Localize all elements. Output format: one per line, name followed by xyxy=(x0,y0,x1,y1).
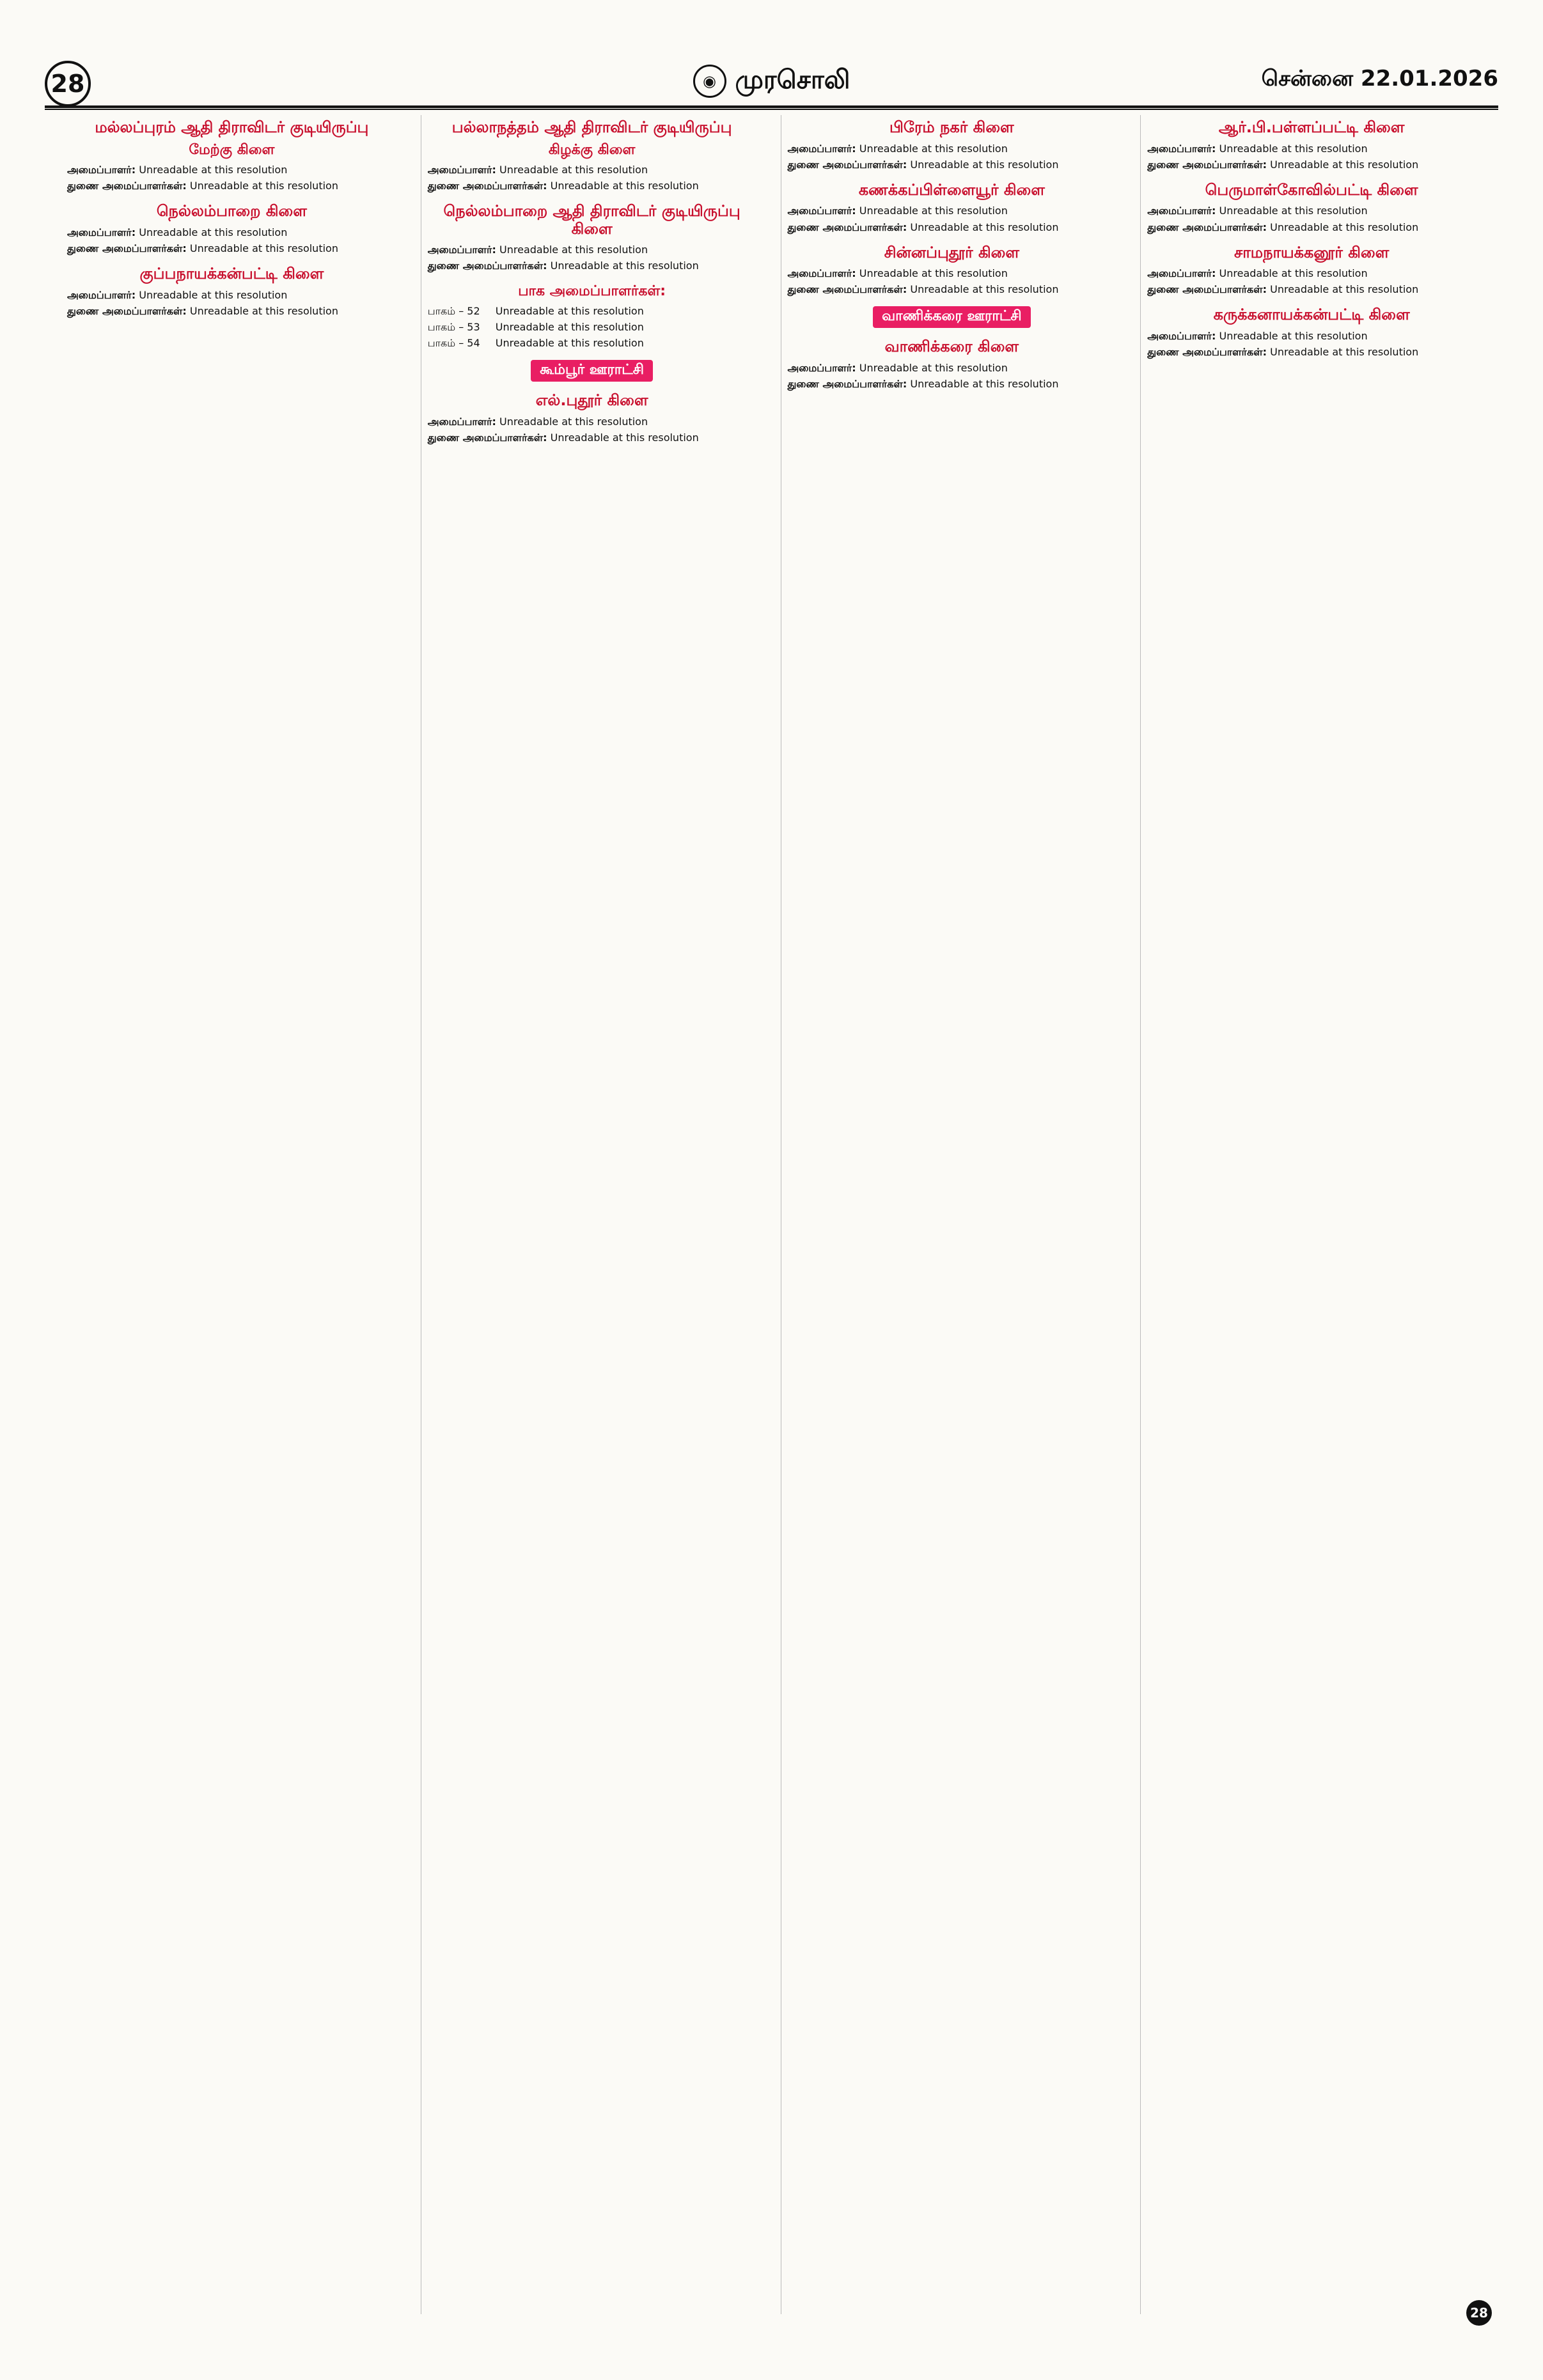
entry-label: அமைப்பாளர்: xyxy=(1147,267,1216,280)
part-entry: Unreadable at this resolution xyxy=(495,337,644,350)
section xyxy=(428,119,756,192)
section-heading: குப்பநாயக்கன்பட்டி கிளை xyxy=(139,264,324,283)
masthead-rule xyxy=(45,109,1498,110)
entry-text: Unreadable at this resolution xyxy=(1270,283,1419,296)
section xyxy=(788,306,1116,328)
section-heading: சின்னப்புதூர் கிளை xyxy=(884,243,1020,261)
entry-text: Unreadable at this resolution xyxy=(859,362,1008,375)
column-2 xyxy=(421,115,763,2314)
section xyxy=(67,265,396,318)
part-table xyxy=(428,283,756,350)
section-heading: சாமநாயக்கனூர் கிளை xyxy=(1234,243,1390,261)
entry-text: Unreadable at this resolution xyxy=(189,180,338,192)
entry-text: Unreadable at this resolution xyxy=(1270,158,1419,171)
section-heading: நெல்லம்பாறை கிளை xyxy=(156,202,307,221)
section-entry xyxy=(788,267,1116,280)
entry-text: Unreadable at this resolution xyxy=(189,242,338,254)
publication-logo xyxy=(693,65,850,98)
entry-text: Unreadable at this resolution xyxy=(1219,330,1368,343)
footer-page-number: 28 xyxy=(1466,2300,1492,2326)
section-entry xyxy=(67,242,396,255)
entry-label: துணை அமைப்பாளர்கள்: xyxy=(1147,346,1267,359)
section-entry xyxy=(1147,221,1476,234)
section-heading: பிரேம் நகர் கிளை xyxy=(889,118,1014,136)
city-label: சென்னை xyxy=(1261,66,1354,91)
section-heading: மல்லப்புரம் ஆதி திராவிடர் குடியிருப்பு xyxy=(95,118,369,136)
entry-label: துணை அமைப்பாளர்கள்: xyxy=(427,260,547,272)
column-3 xyxy=(781,115,1123,2314)
date-label: 22.01.2026 xyxy=(1360,66,1498,91)
section-entry xyxy=(788,221,1116,234)
part-entry: Unreadable at this resolution xyxy=(495,320,644,333)
entry-text: Unreadable at this resolution xyxy=(499,244,648,256)
entry-text: Unreadable at this resolution xyxy=(139,288,288,301)
section-entry xyxy=(788,377,1116,391)
section-pill-wrap xyxy=(428,360,756,382)
section-entry xyxy=(428,163,756,176)
publication-title: முரசொலி xyxy=(735,65,850,95)
entry-text: Unreadable at this resolution xyxy=(910,158,1059,171)
section-entry xyxy=(788,361,1116,375)
part-table-row xyxy=(428,336,756,350)
entry-text: Unreadable at this resolution xyxy=(499,415,648,428)
entry-text: Unreadable at this resolution xyxy=(1219,205,1368,217)
section-pill-wrap xyxy=(788,306,1116,328)
section-entry xyxy=(1147,283,1476,296)
entry-text: Unreadable at this resolution xyxy=(1270,346,1419,359)
logo-mark-icon: ◉ xyxy=(693,65,726,98)
entry-label: துணை அமைப்பாளர்கள்: xyxy=(787,221,907,233)
entry-label: அமைப்பாளர்: xyxy=(67,226,136,238)
section-entry xyxy=(428,243,756,256)
section xyxy=(1147,119,1476,171)
entry-label: துணை அமைப்பாளர்கள்: xyxy=(787,158,907,171)
entry-label: துணை அமைப்பாளர்கள்: xyxy=(1147,283,1267,296)
masthead xyxy=(45,61,1498,108)
section-entry xyxy=(428,259,756,272)
entry-label: துணை அமைப்பாளர்கள்: xyxy=(427,431,547,444)
section xyxy=(788,244,1116,297)
entry-label: அமைப்பாளர்: xyxy=(67,163,136,176)
entry-label: துணை அமைப்பாளர்கள்: xyxy=(1147,158,1267,171)
entry-text: Unreadable at this resolution xyxy=(859,142,1008,155)
section-entry xyxy=(788,142,1116,155)
entry-label: துணை அமைப்பாளர்கள்: xyxy=(787,283,907,296)
entry-text: Unreadable at this resolution xyxy=(550,260,699,272)
section-heading: நெல்லம்பாறை ஆதி திராவிடர் குடியிருப்பு கிளை xyxy=(443,202,740,238)
entry-label: துணை அமைப்பாளர்கள்: xyxy=(67,180,187,192)
section xyxy=(428,360,756,382)
entry-label: அமைப்பாளர்: xyxy=(427,163,496,176)
entry-label: அமைப்பாளர்: xyxy=(427,415,496,428)
entry-text: Unreadable at this resolution xyxy=(910,221,1059,233)
section-entry xyxy=(67,304,396,318)
section-pill: கூம்பூர் ஊராட்சி xyxy=(531,360,653,382)
part-table-row xyxy=(428,304,756,318)
section-entry xyxy=(1147,267,1476,280)
entry-label: அமைப்பாளர்: xyxy=(787,267,856,280)
entry-label: துணை அமைப்பாளர்கள்: xyxy=(67,304,187,317)
section xyxy=(67,203,396,255)
section-heading: வாணிக்கரை கிளை xyxy=(884,338,1019,356)
entry-label: துணை அமைப்பாளர்கள்: xyxy=(67,242,187,254)
entry-text: Unreadable at this resolution xyxy=(139,163,288,176)
section-entry xyxy=(428,179,756,192)
entry-text: Unreadable at this resolution xyxy=(859,205,1008,217)
section xyxy=(788,182,1116,234)
entry-label: அமைப்பாளர்: xyxy=(1147,330,1216,343)
entry-text: Unreadable at this resolution xyxy=(550,431,699,444)
section-heading: ஆர்.பி.பள்ளப்பட்டி கிளை xyxy=(1218,118,1405,136)
section-entry xyxy=(788,283,1116,296)
entry-label: துணை அமைப்பாளர்கள்: xyxy=(427,180,547,192)
section-heading: கணக்கப்பிள்ளையூர் கிளை xyxy=(858,180,1045,199)
part-number: பாகம் – 53 xyxy=(427,320,480,333)
section-entry xyxy=(1147,158,1476,171)
part-table-row xyxy=(428,320,756,334)
entry-text: Unreadable at this resolution xyxy=(1219,267,1368,280)
entry-text: Unreadable at this resolution xyxy=(550,180,699,192)
part-table-title: பாக அமைப்பாளர்கள்: xyxy=(518,283,666,299)
section xyxy=(788,119,1116,171)
section-entry xyxy=(1147,329,1476,343)
entry-text: Unreadable at this resolution xyxy=(1270,221,1419,233)
entry-text: Unreadable at this resolution xyxy=(910,378,1059,391)
masthead-meta xyxy=(1262,66,1498,94)
section-entry xyxy=(1147,142,1476,155)
entry-text: Unreadable at this resolution xyxy=(189,304,338,317)
section-heading: பல்லாநத்தம் ஆதி திராவிடர் குடியிருப்பு xyxy=(451,118,732,136)
column-4 xyxy=(1140,115,1482,2314)
section-heading: கருக்கனாயக்கன்பட்டி கிளை xyxy=(1213,306,1410,324)
section xyxy=(1147,182,1476,234)
section-subheading: மேற்கு கிளை xyxy=(189,141,275,158)
part-number: பாகம் – 54 xyxy=(427,337,480,350)
section-entry xyxy=(788,204,1116,217)
section xyxy=(788,338,1116,391)
section xyxy=(1147,244,1476,297)
section-entry xyxy=(1147,345,1476,359)
section-entry xyxy=(67,226,396,239)
entry-label: அமைப்பாளர்: xyxy=(787,205,856,217)
section xyxy=(1147,306,1476,359)
section xyxy=(428,392,756,444)
part-number: பாகம் – 52 xyxy=(427,304,480,317)
entry-label: அமைப்பாளர்: xyxy=(1147,205,1216,217)
section xyxy=(428,283,756,350)
entry-label: அமைப்பாளர்: xyxy=(67,288,136,301)
entry-text: Unreadable at this resolution xyxy=(499,163,648,176)
entry-label: துணை அமைப்பாளர்கள்: xyxy=(787,378,907,391)
column-1 xyxy=(61,115,403,2314)
entry-label: அமைப்பாளர்: xyxy=(427,244,496,256)
section-pill: வாணிக்கரை ஊராட்சி xyxy=(873,306,1031,328)
section-heading: பெருமாள்கோவில்பட்டி கிளை xyxy=(1205,180,1418,199)
section-subheading: கிழக்கு கிளை xyxy=(548,141,636,158)
section-entry xyxy=(428,431,756,444)
entry-label: துணை அமைப்பாளர்கள்: xyxy=(1147,221,1267,233)
entry-text: Unreadable at this resolution xyxy=(139,226,288,238)
section-entry xyxy=(428,415,756,428)
section xyxy=(428,203,756,272)
entry-text: Unreadable at this resolution xyxy=(1219,142,1368,155)
section-entry xyxy=(788,158,1116,171)
page-number-badge: 28 xyxy=(45,61,91,107)
section-entry xyxy=(1147,204,1476,217)
entry-text: Unreadable at this resolution xyxy=(910,283,1059,296)
entry-label: அமைப்பாளர்: xyxy=(787,142,856,155)
section-entry xyxy=(67,288,396,302)
entry-label: அமைப்பாளர்: xyxy=(787,362,856,375)
section-heading: எல்.புதூர் கிளை xyxy=(535,391,648,410)
entry-label: அமைப்பாளர்: xyxy=(1147,142,1216,155)
section-entry xyxy=(67,163,396,176)
section-entry xyxy=(67,179,396,192)
part-entry: Unreadable at this resolution xyxy=(495,304,644,317)
section xyxy=(67,119,396,192)
entry-text: Unreadable at this resolution xyxy=(859,267,1008,280)
content-columns xyxy=(61,115,1482,2314)
